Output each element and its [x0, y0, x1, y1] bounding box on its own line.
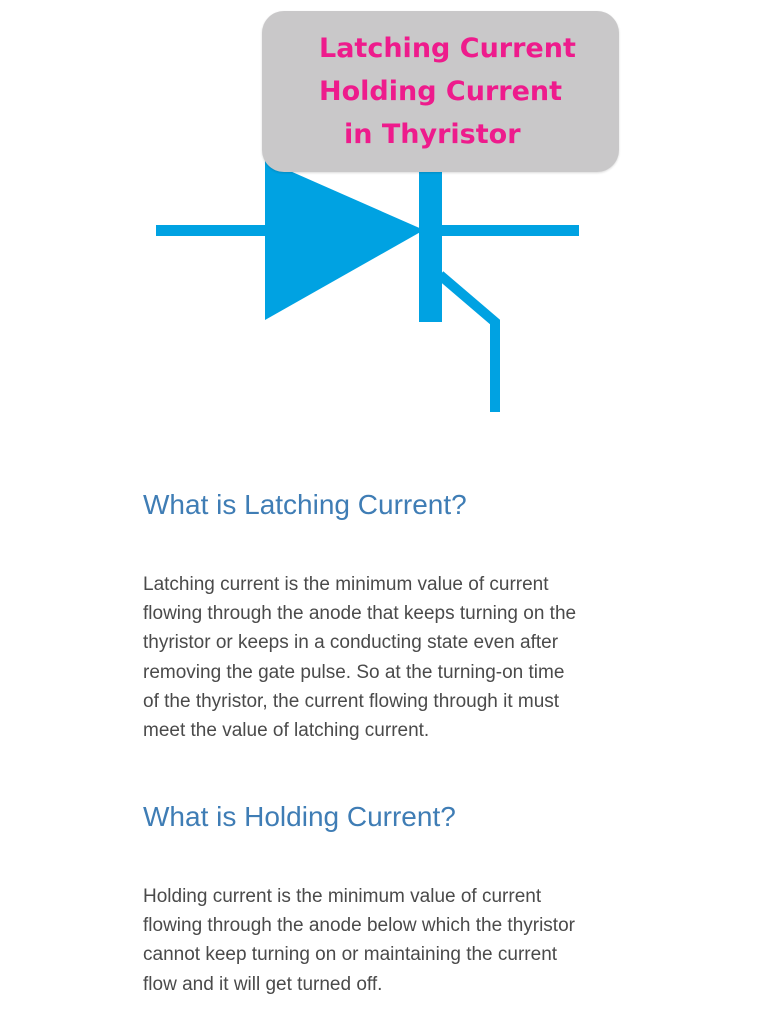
banner-line-1: Latching Current: [319, 33, 576, 64]
section-heading-latching: What is Latching Current?: [143, 489, 467, 520]
paragraph-line: cannot keep turning on or maintaining the current: [143, 944, 558, 966]
paragraph-line: flow and it will get turned off.: [143, 973, 383, 995]
anode-lead: [156, 225, 266, 236]
paragraph-line: Latching current is the minimum value of current: [143, 574, 549, 595]
title-banner: [262, 11, 619, 172]
banner-line-2: Holding Current: [319, 76, 563, 107]
banner-line-3: in Thyristor: [344, 119, 521, 150]
diode-triangle: [265, 160, 424, 320]
paragraph-line: removing the gate pulse. So at the turning-on time: [143, 661, 565, 683]
gate-lead: [440, 275, 495, 412]
paragraph-line: flowing through the anode that keeps turning on the: [143, 603, 577, 625]
section-paragraph-holding: [143, 882, 663, 999]
section-paragraph-latching: [143, 570, 663, 745]
cathode-bar: [419, 150, 442, 322]
section-heading-holding: What is Holding Current?: [143, 801, 456, 832]
paragraph-line: Holding current is the minimum value of current: [143, 886, 542, 907]
paragraph-line: thyristor or keeps in a conducting state even after: [143, 632, 559, 654]
paragraph-line: of the thyristor, the current flowing through it must: [143, 690, 560, 712]
paragraph-line: meet the value of latching current.: [143, 720, 430, 742]
paragraph-line: flowing through the anode below which the thyristor: [143, 915, 575, 937]
thyristor-figure: [0, 0, 768, 440]
cathode-lead: [440, 225, 579, 236]
